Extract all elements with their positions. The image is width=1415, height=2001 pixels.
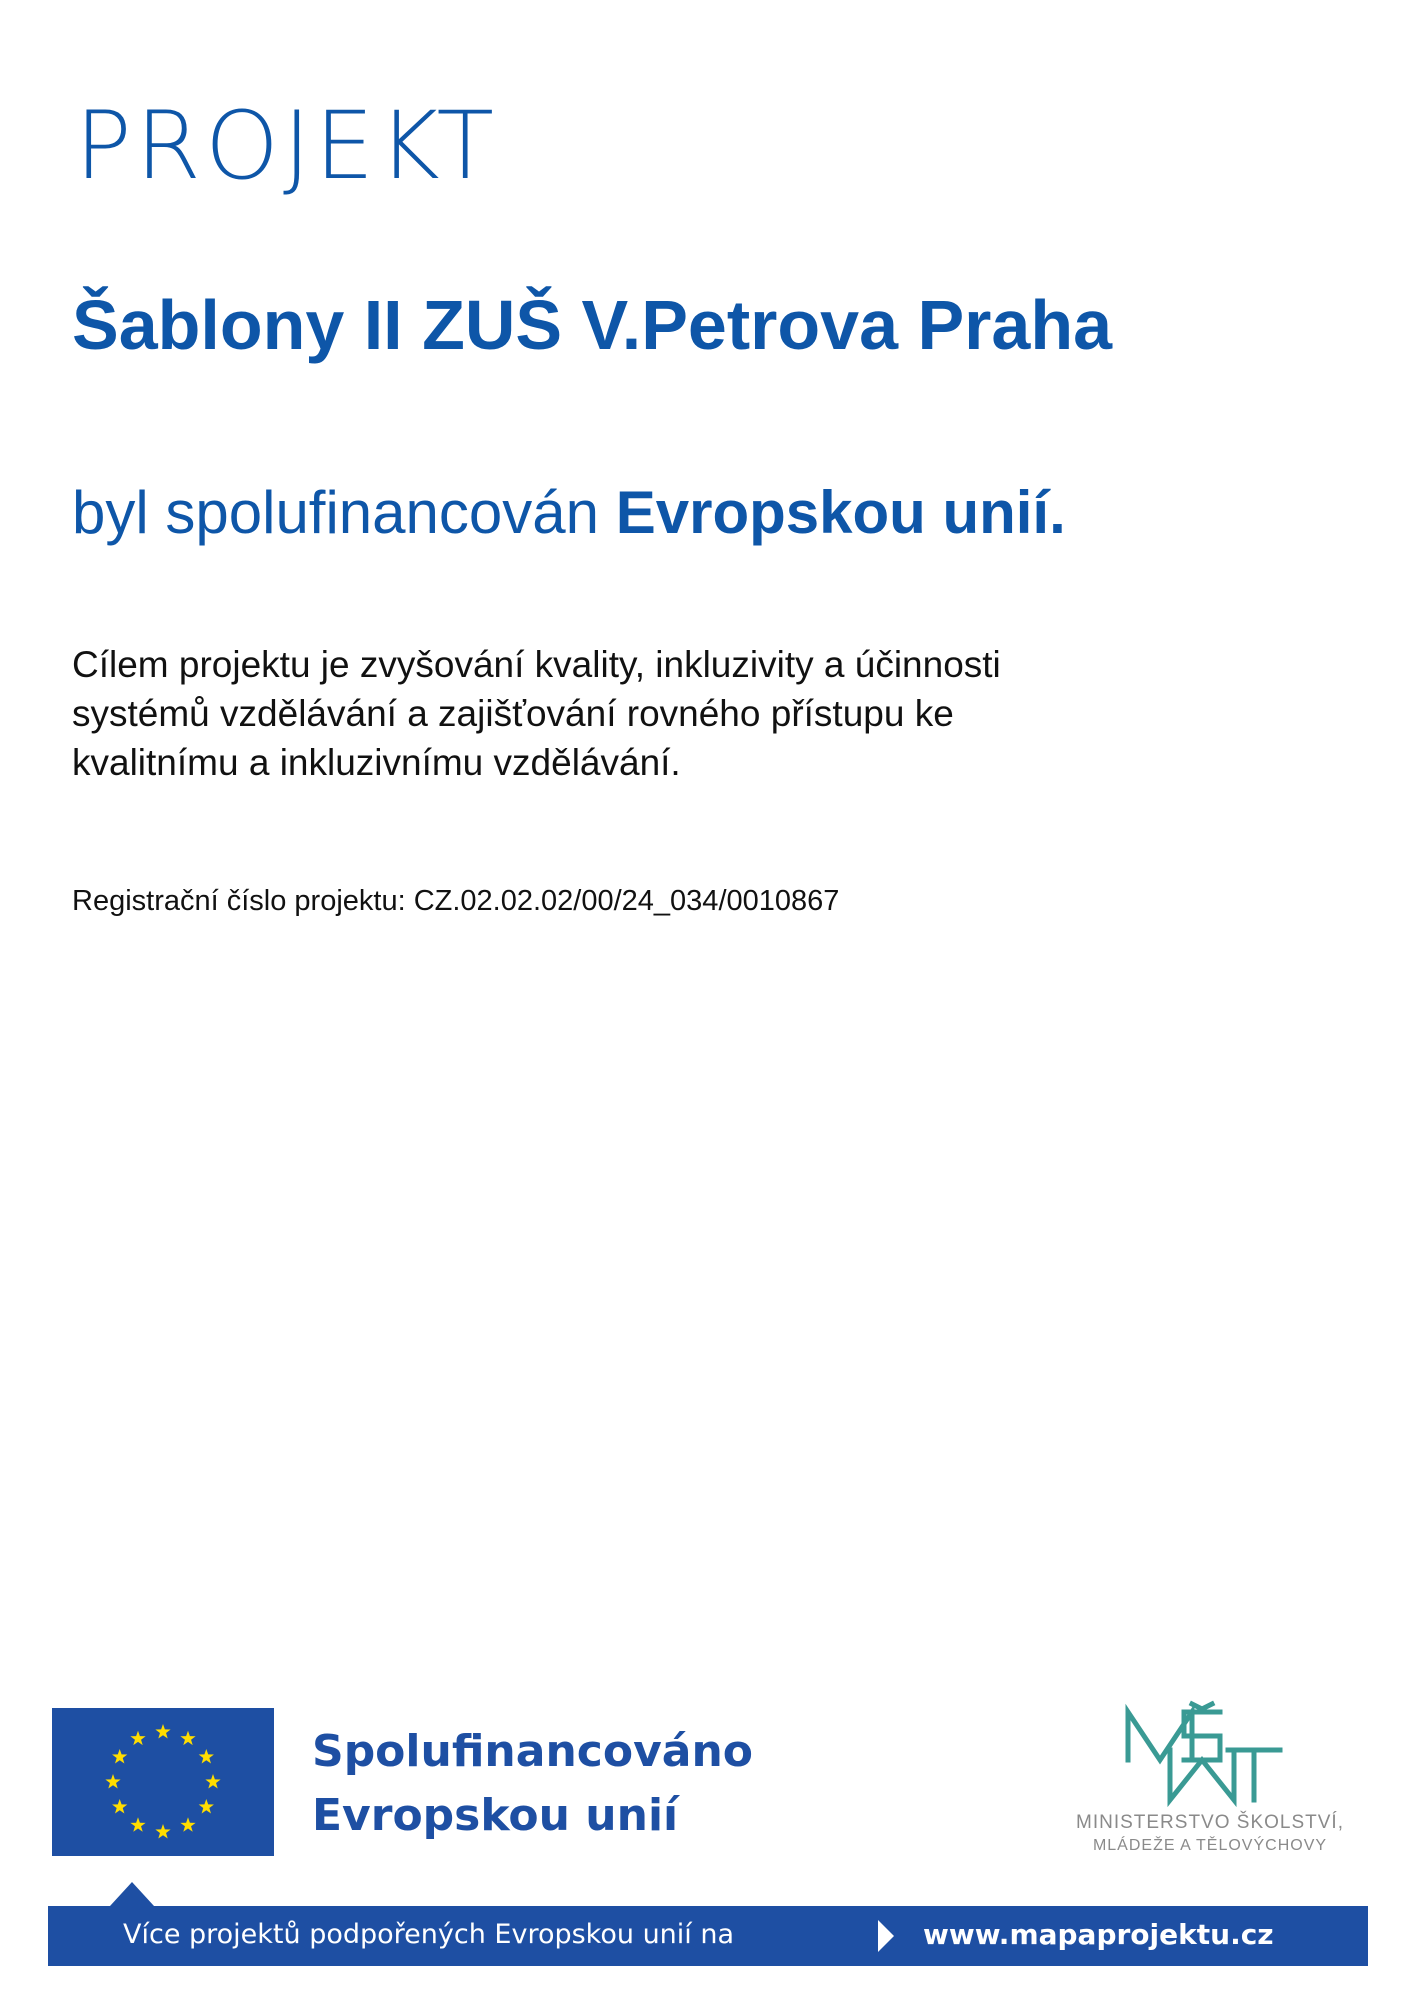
eu-cofunded-logo-text — [312, 1720, 753, 1848]
eu-logo-line2: Evropskou unií — [312, 1790, 679, 1841]
msmt-logo-icon — [1120, 1700, 1300, 1810]
eu-star-icon — [130, 1817, 145, 1831]
eu-star-icon — [130, 1731, 145, 1745]
eu-star-icon — [180, 1817, 195, 1831]
cofunded-prefix: byl spolufinancován — [72, 479, 616, 546]
page-heading: PROJEKT — [75, 92, 498, 201]
eu-star-icon — [155, 1824, 170, 1838]
footer-text: Více projektů podpořených Evropskou unií na — [123, 1919, 735, 1950]
eu-star-icon — [155, 1724, 170, 1738]
cofunded-emphasis: Evropskou unií. — [615, 479, 1066, 546]
eu-star-icon — [199, 1799, 214, 1813]
eu-star-icon — [205, 1774, 220, 1788]
description-line: kvalitnímu a inkluzivnímu vzdělávání. — [72, 742, 681, 783]
eu-star-icon — [112, 1749, 127, 1763]
footer-banner — [48, 1906, 1368, 1966]
description-line: systémů vzdělávání a zajišťování rovného přístupu ke — [72, 693, 954, 734]
msmt-name-line2: MLÁDEŽE A TĚLOVÝCHOVY — [1092, 1837, 1328, 1854]
msmt-logo — [1050, 1700, 1370, 1870]
cofunded-statement — [72, 479, 1066, 546]
description-line: Cílem projektu je zvyšování kvality, inkluzivity a účinnosti — [72, 644, 1001, 685]
eu-stars — [52, 1708, 274, 1856]
project-description — [72, 640, 1172, 787]
project-name: Šablony II ZUŠ V.Petrova Praha — [72, 286, 1113, 364]
footer-notch — [110, 1882, 154, 1906]
eu-star-icon — [199, 1749, 214, 1763]
eu-flag-icon — [52, 1708, 274, 1856]
registration-number: Registrační číslo projektu: CZ.02.02.02/00/24_034/0010867 — [72, 885, 840, 917]
arrow-right-icon — [878, 1920, 894, 1952]
eu-star-icon — [112, 1799, 127, 1813]
eu-star-icon — [105, 1774, 120, 1788]
footer-url-link[interactable]: www.mapaprojektu.cz — [923, 1918, 1274, 1951]
msmt-name-line1: MINISTERSTVO ŠKOLSTVÍ, — [1076, 1812, 1344, 1833]
eu-star-icon — [180, 1731, 195, 1745]
eu-logo-line1: Spolufinancováno — [312, 1726, 754, 1777]
